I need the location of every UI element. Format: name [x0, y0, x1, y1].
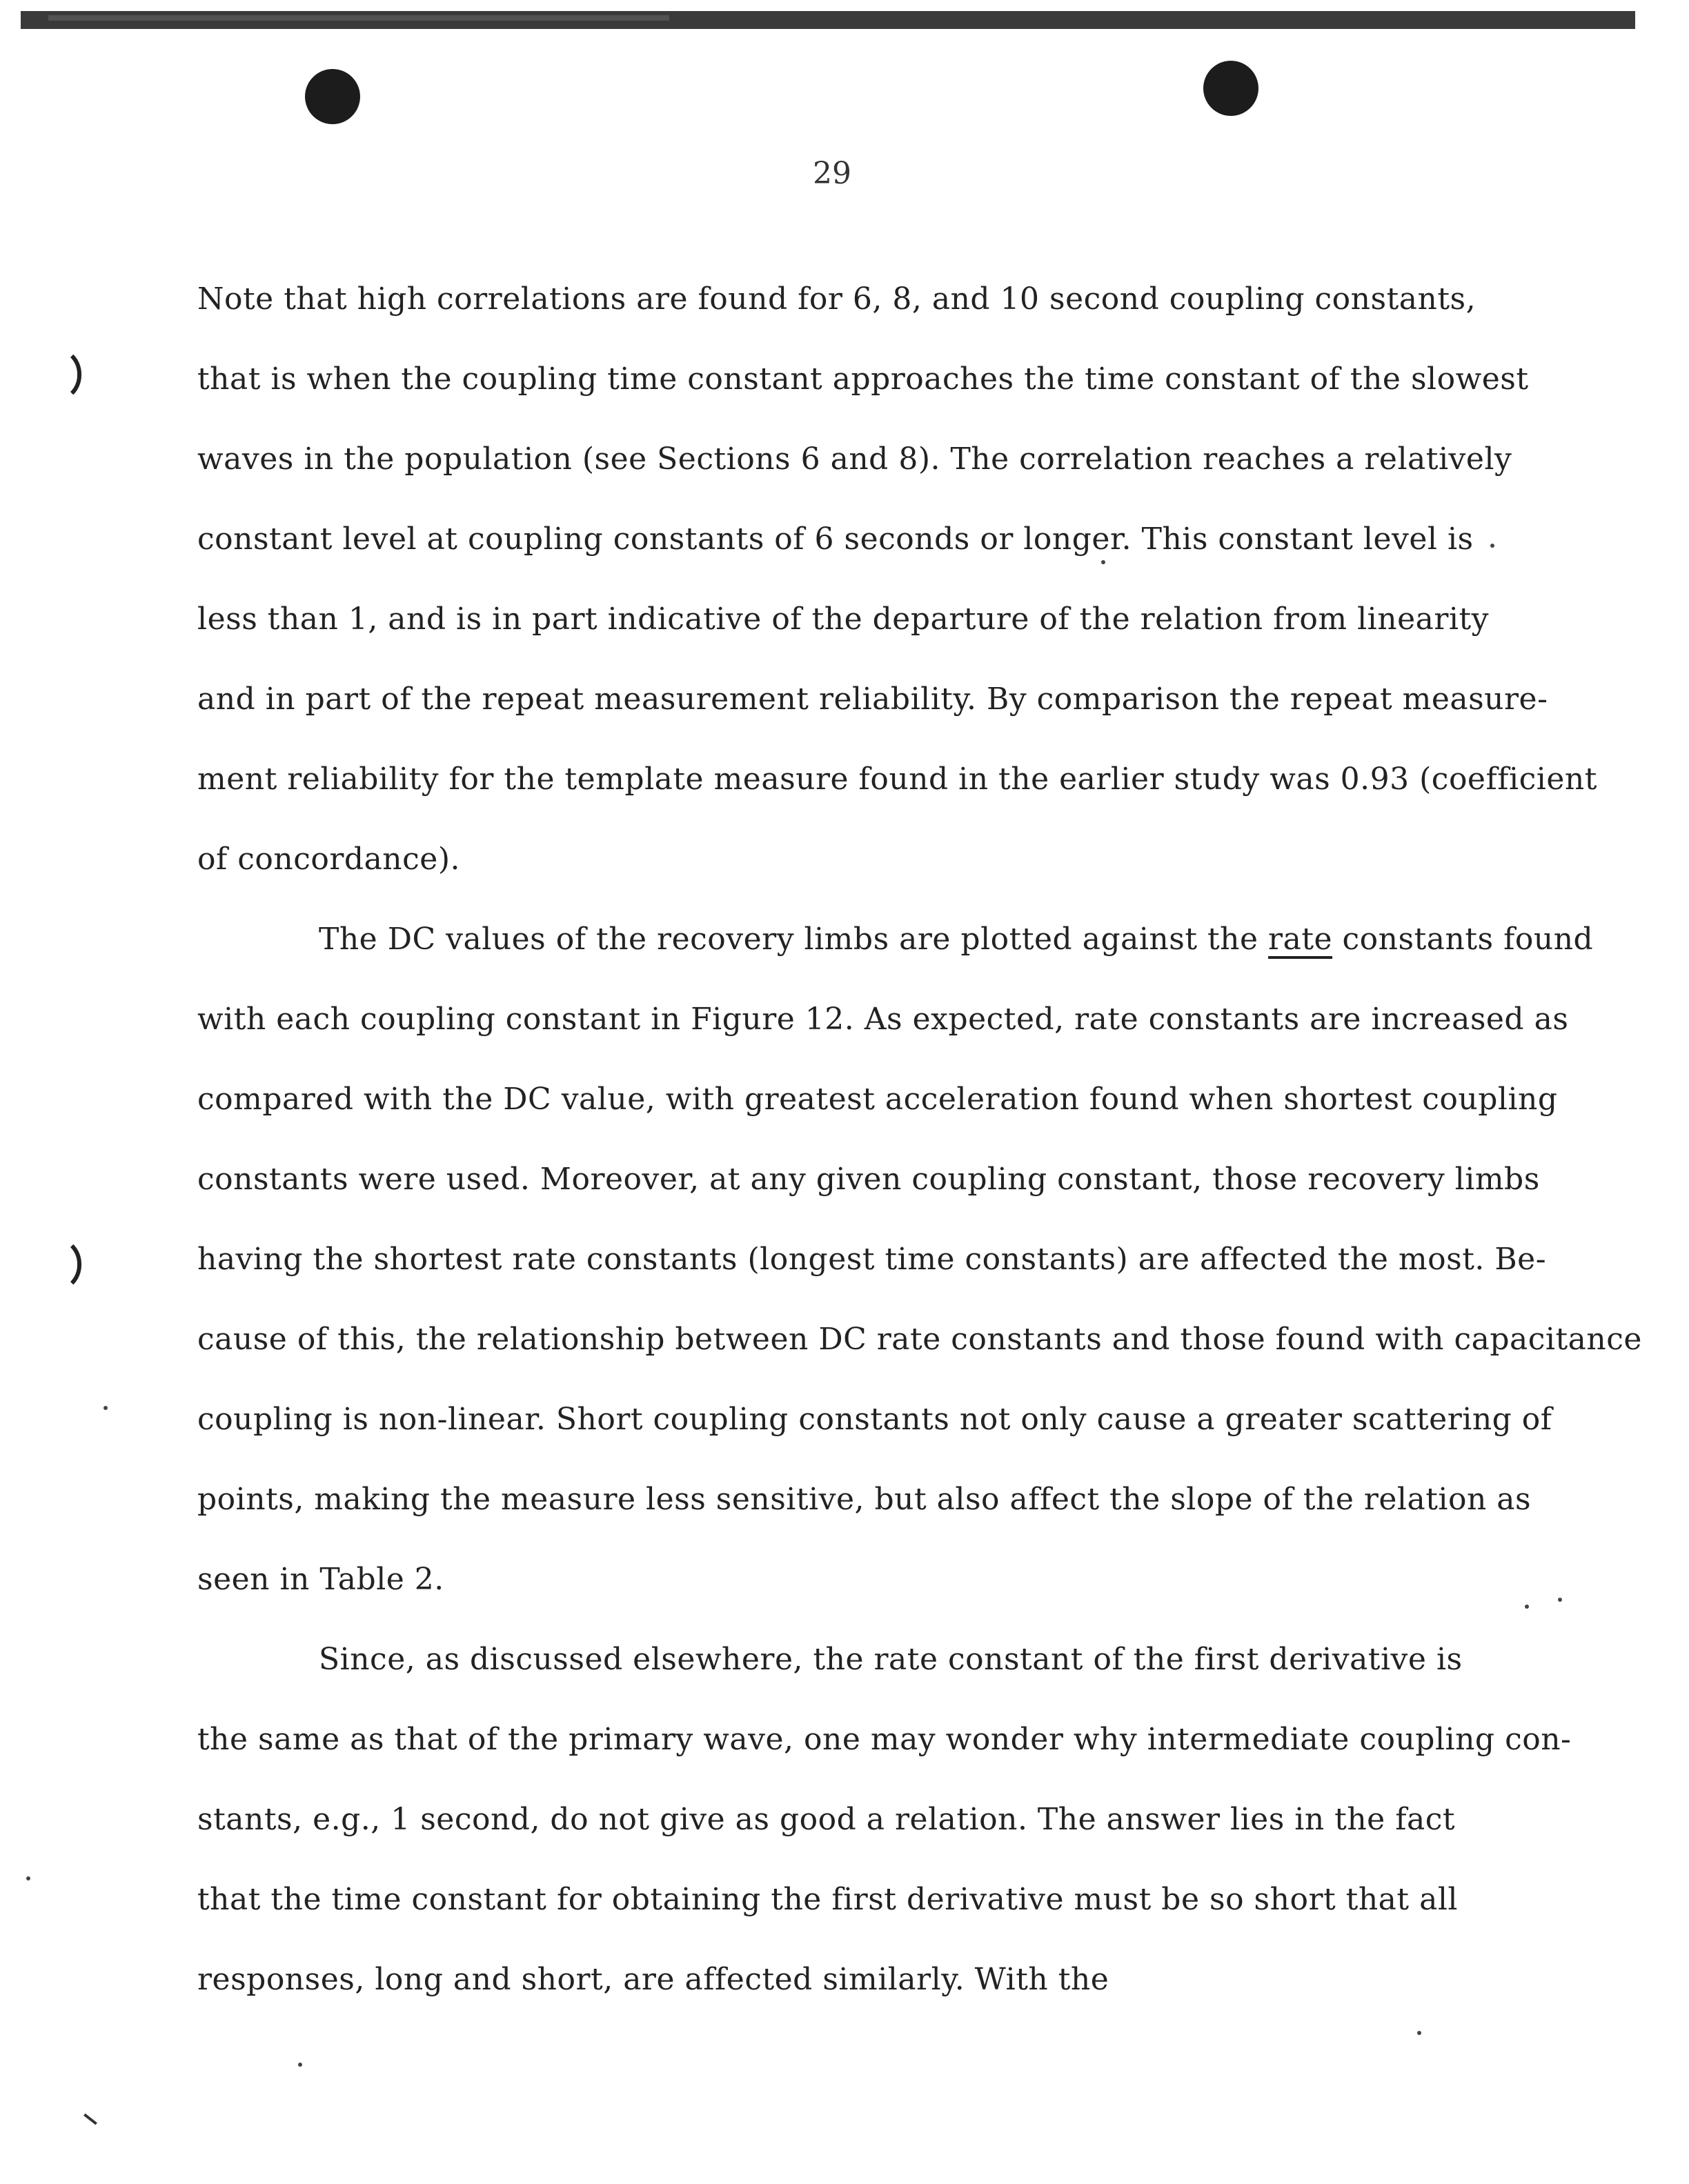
text-line: compared with the DC value, with greatest acceleration found when shortest coupling — [197, 1082, 1558, 1117]
scan-speck — [298, 2063, 302, 2067]
text-line: The DC values of the recovery limbs are plotted against the rate constants found — [319, 922, 1594, 957]
text-line: seen in Table 2. — [197, 1562, 444, 1597]
text-line: responses, long and short, are affected similarly. With the — [197, 1962, 1109, 1997]
text-line: of concordance). — [197, 842, 460, 877]
text-line: stants, e.g., 1 second, do not give as good a relation. The answer lies in the fact — [197, 1802, 1456, 1837]
text-line: points, making the measure less sensitive, but also affect the slope of the relation as — [197, 1482, 1532, 1517]
text-line: Note that high correlations are found for 6, 8, and 10 second coupling constants, — [197, 281, 1476, 317]
text-line: Since, as discussed elsewhere, the rate constant of the first derivative is — [319, 1642, 1463, 1677]
paragraph-3 — [197, 1620, 1619, 2020]
text-line: and in part of the repeat measurement reliability. By comparison the repeat measure- — [197, 682, 1548, 717]
scan-speck — [26, 1876, 30, 1880]
text-line: the same as that of the primary wave, one may wonder why intermediate coupling con- — [197, 1722, 1572, 1757]
text-line: coupling is non-linear. Short coupling constants not only cause a greater scattering of — [197, 1402, 1552, 1437]
text-line: with each coupling constant in Figure 12. As expected, rate constants are increased as — [197, 1002, 1569, 1037]
paragraph-2 — [197, 900, 1642, 1620]
text-line: constants were used. Moreover, at any given coupling constant, those recovery limbs — [197, 1162, 1540, 1197]
scan-speck — [1417, 2031, 1421, 2035]
text-line: ment reliability for the template measure found in the earlier study was 0.93 (coefficient — [197, 762, 1597, 797]
text-line: having the shortest rate constants (longest time constants) are affected the most. Be- — [197, 1242, 1547, 1277]
corner-tick-mark — [83, 2114, 97, 2125]
text-line: that the time constant for obtaining the first derivative must be so short that all — [197, 1882, 1458, 1917]
paragraph-1 — [197, 259, 1619, 900]
scan-speck — [103, 1406, 108, 1410]
binding-mark-lower — [43, 1236, 81, 1293]
punch-hole-left — [305, 69, 360, 124]
text-line: constant level at coupling constants of 6 seconds or longer. This constant level is — [197, 522, 1474, 557]
text-line: less than 1, and is in part indicative of the departure of the relation from linearity — [197, 602, 1490, 637]
text-line: that is when the coupling time constant approaches the time constant of the slowest — [197, 361, 1529, 397]
text-line: cause of this, the relationship between DC rate constants and those found with capacitance — [197, 1322, 1642, 1357]
scan-top-edge — [21, 11, 1635, 29]
punch-hole-right — [1203, 61, 1258, 116]
binding-mark-upper — [43, 346, 81, 403]
text-line: waves in the population (see Sections 6 and 8). The correlation reaches a relatively — [197, 441, 1512, 477]
document-body — [197, 259, 1642, 2020]
page-number: 29 — [813, 156, 851, 191]
